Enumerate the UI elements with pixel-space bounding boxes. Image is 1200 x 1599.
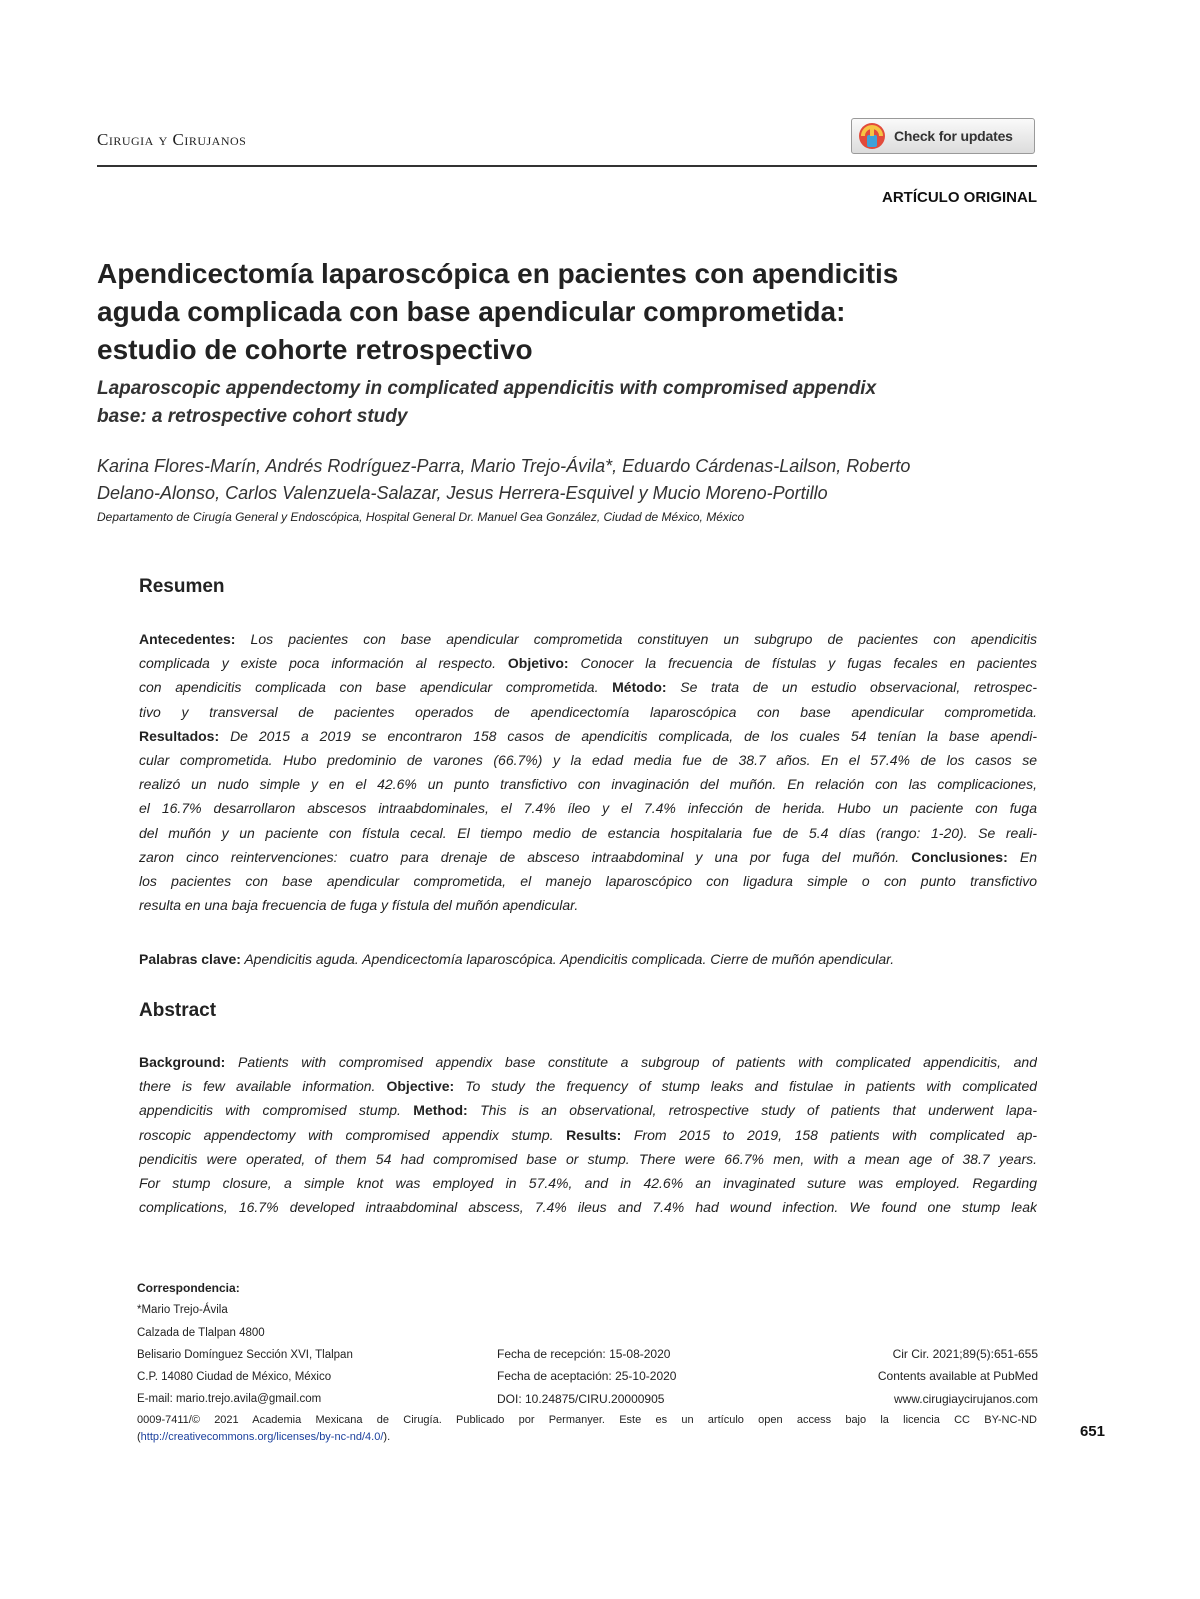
resumen-line: con apendicitis complicada con base apendicular comprometida. Método: Se trata de un estudio observacional, retrospec- [139, 679, 1037, 696]
conclusiones-label: Conclusiones: [911, 848, 1008, 865]
keywords-text: Apendicitis aguda. Apendicectomía laparoscópica. Apendicitis complicada. Cierre de muñón apendicular. [244, 951, 895, 967]
objective-label: Objective: [386, 1078, 455, 1095]
correspondence-address: C.P. 14080 Ciudad de México, México [137, 1371, 332, 1384]
resumen-line: el 16.7% desarrollaron abscesos intraabdominales, el 7.4% íleo y el 7.4% infección de herida. Hubo un paciente con fuga [139, 800, 1037, 817]
resumen-line: Resultados: De 2015 a 2019 se encontraron 158 casos de apendicitis complicada, de los cuales 54 tenían la base apendi- [139, 727, 1037, 744]
check-for-updates-button[interactable] [851, 118, 1035, 154]
correspondence-address: Calzada de Tlalpan 4800 [137, 1326, 265, 1339]
resumen-line: zaron cinco reintervenciones: cuatro para drenaje de absceso intraabdominal y una por fuga del muñón. Conclusiones: En [139, 848, 1037, 865]
method-label: Method: [413, 1102, 468, 1119]
abstract-body [139, 1050, 1037, 1219]
affiliation: Departamento de Cirugía General y Endoscópica, Hospital General Dr. Manuel Gea González, Ciudad de México, México [97, 510, 745, 524]
abstract-heading: Abstract [139, 1000, 217, 1021]
abstract-line: For stump closure, a simple knot was employed in 57.4%, and in 42.6% an invaginated suture was employed. Regarding [139, 1174, 1037, 1191]
correspondence-name: *Mario Trejo-Ávila [137, 1304, 228, 1317]
resumen-line: complicada y existe poca información al respecto. Objetivo: Conocer la frecuencia de fístulas y fugas fecales en pacientes [139, 655, 1037, 672]
subtitle-line: base: a retrospective cohort study [97, 406, 408, 427]
crossmark-icon [858, 122, 886, 150]
correspondence-email[interactable]: E-mail: mario.trejo.avila@gmail.com [137, 1393, 322, 1406]
objetivo-label: Objetivo: [507, 655, 569, 672]
abstract-line: pendicitis were operated, of them 54 had compromised base or stump. There were 66.7% men, with a mean age of 38.7 years. [139, 1150, 1037, 1167]
accepted-date: Fecha de aceptación: 25-10-2020 [497, 1369, 677, 1384]
abstract-line: Background: Patients with compromised appendix base constitute a subgroup of patients with complicated appendicitis, and [139, 1054, 1037, 1070]
received-date: Fecha de recepción: 15-08-2020 [497, 1347, 671, 1361]
resumen-line: cular comprometida. Hubo predominio de varones (66.7%) y la edad media fue de 38.7 años. En el 57.4% de los casos se [139, 751, 1037, 768]
resumen-line: del muñón y un paciente con fístula cecal. El tiempo medio de estancia hospitalaria fue de 5.4 días (rango: 1-20). Se reali- [139, 824, 1037, 841]
resumen-line: resulta en una baja frecuencia de fuga y fístula del muñón apendicular. [139, 897, 579, 914]
license-link[interactable]: http://creativecommons.org/licenses/by-nc-nd/4.0/ [140, 1431, 384, 1443]
authors-line: Delano-Alonso, Carlos Valenzuela-Salazar, Jesus Herrera-Esquivel y Mucio Moreno-Portillo [97, 483, 828, 503]
license-line: (http://creativecommons.org/licenses/by-nc-nd/4.0/). [137, 1431, 391, 1443]
title-line: Apendicectomía laparoscópica en pacientes con apendicitis [97, 258, 899, 289]
resumen-line: Antecedentes: Los pacientes con base apendicular comprometida constituyen un subgrupo de pacientes con apendicitis [139, 631, 1037, 647]
abstract-line: roscopic appendectomy with compromised appendix stump. Results: From 2015 to 2019, 158 patients with complicated ap- [139, 1126, 1037, 1143]
resumen-heading: Resumen [139, 576, 225, 597]
correspondence-address: Belisario Domínguez Sección XVI, Tlalpan [137, 1348, 353, 1361]
resumen-body [139, 627, 1037, 917]
title-line: aguda complicada con base apendicular comprometida: [97, 296, 846, 327]
english-title [97, 375, 1037, 431]
resultados-label: Resultados: [139, 727, 220, 744]
resumen-line: realizó un nudo simple y en el 42.6% un punto transfictivo con invaginación del muñón. En relación con las complicaciones, [139, 776, 1037, 793]
resumen-line: tivo y transversal de pacientes operados de apendicectomía laparoscópica con base apendicular comprometida. [139, 703, 1037, 720]
header-divider [97, 165, 1037, 167]
license-notice [137, 1412, 1037, 1446]
resumen-line: los pacientes con base apendicular comprometida, el manejo laparoscópico con ligadura simple o con punto transfictivo [139, 872, 1037, 889]
journal-website[interactable]: www.cirugiaycirujanos.com [893, 1391, 1038, 1406]
journal-name: Cirugia y Cirujanos [97, 130, 247, 149]
article-type: ARTÍCULO ORIGINAL [882, 189, 1037, 206]
antecedentes-label: Antecedentes: [139, 631, 236, 647]
keywords [139, 951, 1037, 967]
results-label: Results: [566, 1126, 622, 1143]
abstract-line: complications, 16.7% developed intraabdominal abscess, 7.4% ileus and 7.4% had wound infection. We found one stump leak [139, 1199, 1037, 1216]
abstract-line: there is few available information. Objective: To study the frequency of stump leaks and fistulae in patients with complicated [139, 1078, 1037, 1095]
journal-info-block [878, 1343, 1038, 1410]
abstract-line: appendicitis with compromised stump. Method: This is an observational, retrospective study of patients that underwent lapa- [139, 1102, 1037, 1119]
article-title [97, 255, 1037, 369]
check-for-updates-label: Check for updates [894, 128, 1013, 144]
page-number: 651 [1079, 1423, 1105, 1440]
correspondence-block [137, 1277, 353, 1411]
keywords-label: Palabras clave: [139, 951, 241, 967]
correspondence-heading: Correspondencia: [137, 1281, 240, 1295]
metodo-label: Método: [612, 679, 667, 696]
license-line: 0009-7411/© 2021 Academia Mexicana de Cirugía. Publicado por Permanyer. Este es un artículo open access bajo la licencia CC BY-NC-ND [137, 1414, 1037, 1426]
author-list [97, 453, 1037, 507]
authors-line: Karina Flores-Marín, Andrés Rodríguez-Parra, Mario Trejo-Ávila*, Eduardo Cárdenas-Lailson, Roberto [97, 456, 911, 476]
citation: Cir Cir. 2021;89(5):651-655 [892, 1347, 1038, 1361]
pubmed-note: Contents available at PubMed [877, 1369, 1038, 1384]
background-label: Background: [139, 1054, 226, 1070]
subtitle-line: Laparoscopic appendectomy in complicated appendicitis with compromised appendix [97, 378, 877, 399]
title-line: estudio de cohorte retrospectivo [97, 334, 533, 365]
dates-block [497, 1343, 676, 1410]
doi[interactable]: DOI: 10.24875/CIRU.20000905 [497, 1391, 665, 1406]
